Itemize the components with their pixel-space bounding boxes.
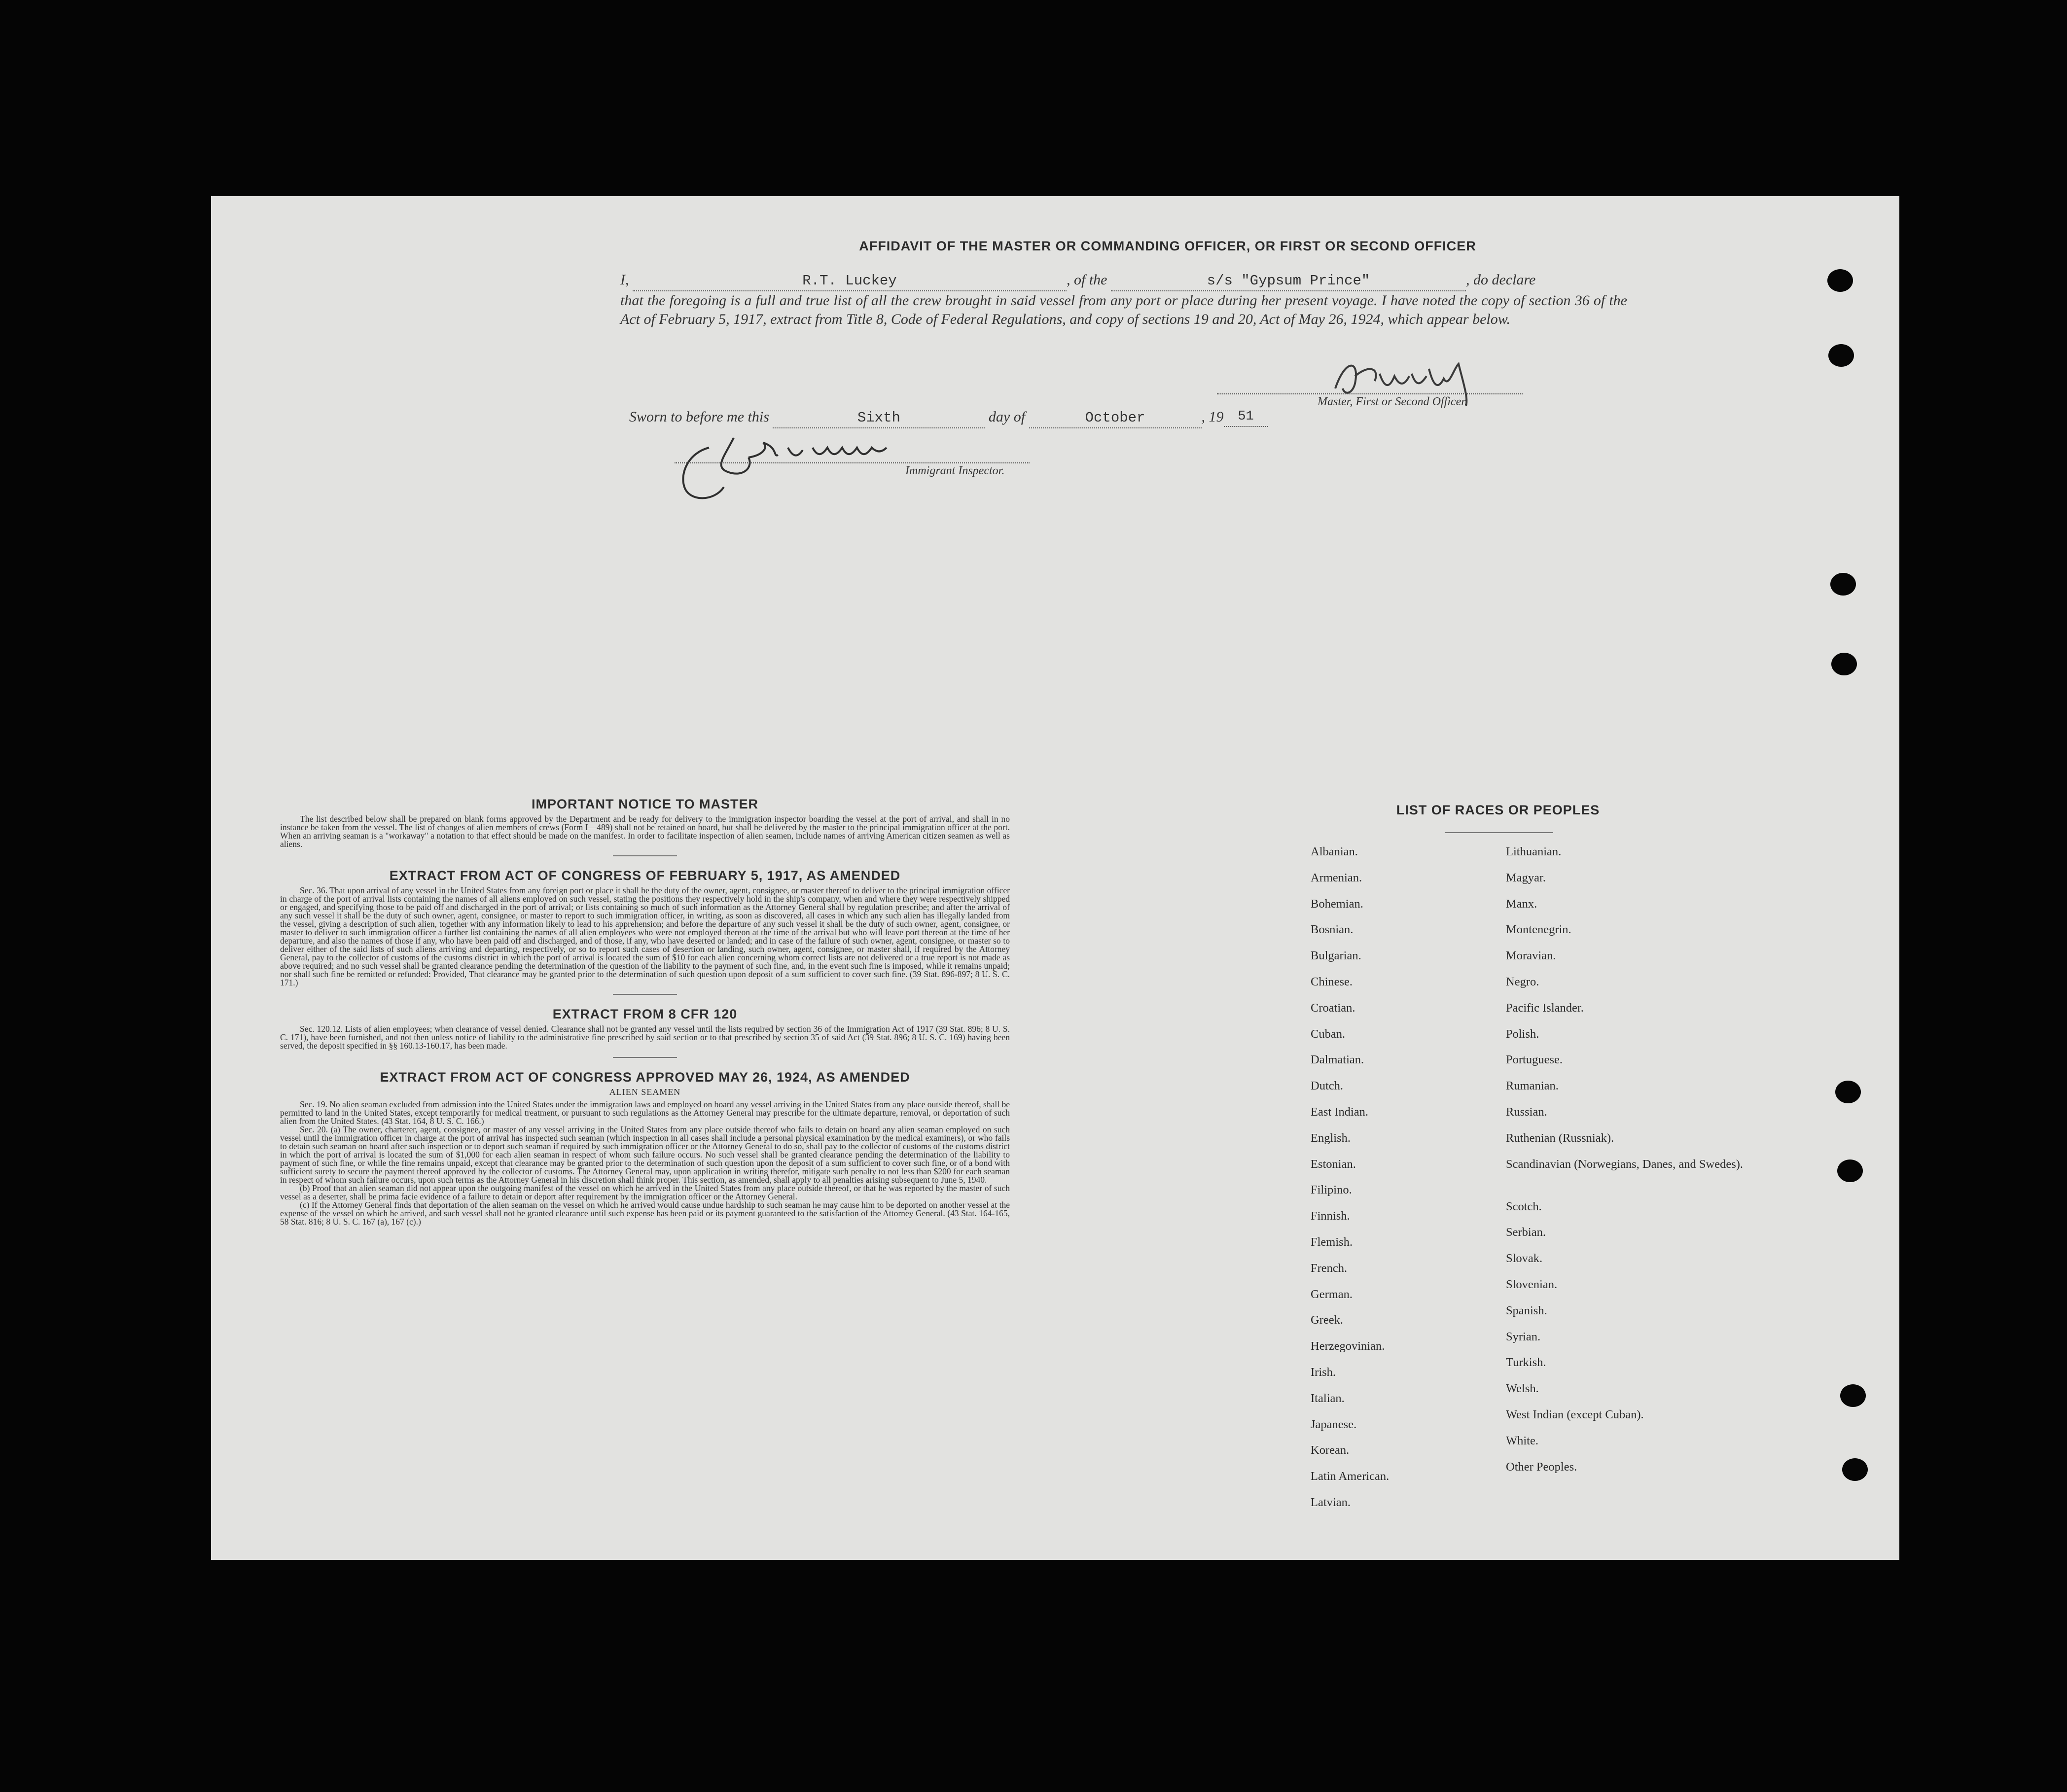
officer-name-field: R.T. Luckey [633, 272, 1067, 291]
master-signature-line [1217, 393, 1523, 394]
race-item: Welsh. [1506, 1382, 1539, 1396]
inspector-caption: Immigrant Inspector. [905, 464, 1005, 477]
race-item: Montenegrin. [1506, 923, 1571, 937]
day-of-label: day of [988, 409, 1026, 425]
year-prefix: , 19 [1201, 409, 1224, 425]
race-item: Korean. [1311, 1443, 1350, 1457]
races-right-column [1506, 845, 1744, 1486]
binder-hole [1831, 653, 1857, 675]
affidavit-section [596, 226, 1740, 329]
label-do-declare: , do declare [1466, 272, 1536, 288]
extract-cfr-title: EXTRACT FROM 8 CFR 120 [552, 1007, 738, 1021]
race-item: Dalmatian. [1311, 1053, 1364, 1067]
extract-1924-subtitle: ALIEN SEAMEN [609, 1087, 681, 1097]
race-item: Italian. [1311, 1391, 1345, 1405]
binder-hole [1830, 573, 1856, 596]
notice-text: The list described below shall be prepared on blank forms approved by the Department and be ready for delivery to the immigration inspector boarding the vessel at the port of arrival, and shall in no instance be taken from the vessel. The list of changes of alien members of crews (Form I—489) shall not be retained on board, but shall be delivered by the master to the principal immigration officer at the port. When an arriving seaman is a "workaway" a notation to that effect should be made on the manifest. In order to facilitate inspection of alien seamen, include names of arriving American citizen seamen as well as aliens. [280, 814, 1010, 849]
label-i: I, [620, 272, 629, 288]
race-item: Dutch. [1311, 1079, 1343, 1093]
race-item: Bulgarian. [1311, 949, 1361, 963]
race-item: Spanish. [1506, 1303, 1547, 1317]
race-item: Latvian. [1311, 1495, 1351, 1509]
race-item: Scotch. [1506, 1199, 1542, 1213]
label-of-the: , of the [1067, 272, 1107, 288]
section-divider [613, 994, 677, 995]
affidavit-title: AFFIDAVIT OF THE MASTER OR COMMANDING OFFICER, OR FIRST OR SECOND OFFICER [859, 239, 1476, 253]
race-item: Portuguese. [1506, 1053, 1563, 1067]
race-item: Herzegovinian. [1311, 1339, 1385, 1353]
affidavit-form-page [211, 196, 1899, 1560]
race-item: Moravian. [1506, 949, 1556, 963]
extract-1917-title: EXTRACT FROM ACT OF CONGRESS OF FEBRUARY 5, 1917, AS AMENDED [389, 868, 901, 883]
binder-hole [1828, 344, 1854, 367]
legal-extracts-column [280, 797, 1010, 1226]
race-item: Ruthenian (Russniak). [1506, 1131, 1614, 1145]
race-item: Turkish. [1506, 1356, 1546, 1370]
binder-hole [1840, 1384, 1866, 1407]
binder-hole [1827, 269, 1853, 292]
race-item: Lithuanian. [1506, 845, 1562, 858]
race-item: White. [1506, 1434, 1538, 1447]
race-item: Russian. [1506, 1105, 1547, 1119]
race-item: Bosnian. [1311, 923, 1354, 937]
race-item: Negro. [1506, 975, 1539, 988]
race-item: Finnish. [1311, 1209, 1350, 1223]
races-list-title: LIST OF RACES OR PEOPLES [1396, 803, 1600, 817]
sworn-month-field: October [1029, 409, 1202, 428]
extract-1924-sec20c: (c) If the Attorney General finds that deportation of the alien seaman on the vessel on which he arrived would cause undue hardship to such seaman he may cause him to be deported on another vessel at the expense of the vessel on which he arrived, and such vessel shall not be granted clearance until such expense has been paid or its payment guaranteed to the satisfaction of the Attorney General. (43 Stat. 164-165, 58 Stat. 816; 8 U. S. C. 167 (a), 167 (c).) [280, 1200, 1010, 1227]
race-item: Albanian. [1311, 845, 1358, 858]
race-item: Latin American. [1311, 1470, 1390, 1483]
declaration-text: that the foregoing is a full and true list of all the crew brought in said vessel from any port or place during her present voyage. I have noted the copy of section 36 of the Act of February 5, 1917, extract from Title 8, Code of Federal Regulations, and copy of sections 19 and 20, Act of May 26, 1924, which appear below. [620, 292, 1627, 327]
sworn-year-field: 51 [1224, 407, 1268, 427]
race-item: Cuban. [1311, 1027, 1346, 1041]
race-item: Polish. [1506, 1027, 1539, 1041]
declaration-block [596, 271, 1740, 329]
races-title-rule [1445, 832, 1553, 833]
race-item: Irish. [1311, 1365, 1336, 1379]
binder-hole [1842, 1458, 1868, 1481]
vessel-name-field: s/s "Gypsum Prince" [1111, 272, 1466, 291]
extract-1924-sec19: Sec. 19. No alien seaman excluded from admission into the United States under the immigration laws and employed on board any vessel arriving in the United States from any place outside thereof, shall be permitted to land in the United States, except temporarily for medical treatment, or pursuant to such regulations as the Attorney General may prescribe for the ultimate departure, removal, or deportation of such alien from the United States. (43 Stat. 164, 8 U. S. C. 166.) [280, 1099, 1010, 1126]
extract-1917-text: Sec. 36. That upon arrival of any vessel in the United States from any foreign port or place it shall be the duty of the owner, agent, consignee, or master thereof to deliver to the principal immigration officer in charge of the port of arrival lists containing the names of all aliens employed on such vessel, stating the positions they respectively hold in the ship's company, when and where they were respectively shipped or engaged, and specifying those to be paid off and discharged in the port of arrival; or lists containing so much of such information as the Attorney General shall by regulation prescribe; and after the arrival of any such vessel it shall be the duty of such owner, agent, consignee, or master to report to such immigration officer, in writing, as soon as discovered, all cases in which any such alien has illegally landed from the vessel, giving a description of such alien, together with any information likely to lead to his apprehension; and before the departure of any such vessel it shall be the duty of such owner, agent, consignee, or master to deliver to such immigration officer a further list containing the names of all alien employees who were not employed thereon at the time of the arrival but who will leave port thereon at the time of her departure, and also the names of those if any, who have been paid off and discharged, and of those, if any, who have deserted or landed; and in case of the failure of such owner, agent, consignee, or master so to deliver either of the said lists of such aliens arriving and departing, respectively, or so to report such cases of desertion or landing, such owner, agent, consignee, or master shall, if required by the Attorney General, pay to the collector of customs of the customs district in which the port of arrival is located the sum of $10 for each alien concerning whom correct lists are not delivered or a true report is not made as above required; and no such vessel shall be granted clearance pending the determination of the question of the liability to the payment of such fine, and, in the event such fine is imposed, while it remains unpaid; nor shall such fine be remitted or refunded: Provided, That clearance may be granted prior to the determination of such question upon deposit of a sum sufficient to cover such fine. (39 Stat. 896-897; 8 U. S. C. 171.) [280, 885, 1010, 987]
extract-1924-sec20b: (b) Proof that an alien seaman did not appear upon the outgoing manifest of the vessel on which he arrived in the United States from any place outside thereof, or that he was reported by the master of such vessel as a deserter, shall be prima facie evidence of a failure to detain or deport after requirement by the immigration officer or the Attorney General. [280, 1183, 1010, 1201]
section-divider [613, 855, 677, 856]
race-item: Scandinavian (Norwegians, Danes, and Swedes). [1506, 1157, 1744, 1171]
races-left-column [1311, 845, 1389, 1522]
race-item: Syrian. [1506, 1330, 1541, 1343]
race-item: Flemish. [1311, 1235, 1353, 1249]
race-item: East Indian. [1311, 1105, 1369, 1119]
notice-title: IMPORTANT NOTICE TO MASTER [532, 797, 758, 811]
race-item: Manx. [1506, 897, 1537, 911]
inspector-signature-line [675, 462, 1030, 463]
race-item: West Indian (except Cuban). [1506, 1407, 1644, 1421]
race-item: Slovak. [1506, 1252, 1543, 1265]
race-item: Rumanian. [1506, 1079, 1559, 1093]
master-caption: Master, First or Second Officer. [1318, 395, 1467, 408]
race-item: French. [1311, 1261, 1348, 1275]
race-item: Bohemian. [1311, 897, 1363, 911]
race-item: Japanese. [1311, 1417, 1357, 1431]
race-item: English. [1311, 1131, 1351, 1145]
extract-1924-title: EXTRACT FROM ACT OF CONGRESS APPROVED MAY 26, 1924, AS AMENDED [380, 1070, 910, 1085]
race-item: Serbian. [1506, 1226, 1546, 1239]
section-divider [613, 1057, 677, 1058]
race-item: Magyar. [1506, 871, 1546, 884]
race-item: Chinese. [1311, 975, 1353, 988]
race-item: German. [1311, 1287, 1353, 1301]
race-item: Pacific Islander. [1506, 1001, 1584, 1015]
extract-1924-sec20a: Sec. 20. (a) The owner, charterer, agent, consignee, or master of any vessel arriving in the United States from any place outside thereof who fails to detain on board any alien seaman employed on such vessel until the immigration officer in charge at the port of arrival has inspected such seaman (which inspection in all cases shall include a personal physical examination by the medical examiners), or who fails to detain such seaman on board after such inspection or to deport such seaman if required by such immigration officer or the Attorney General to do so, shall pay to the collector of customs of the customs district in which the port of arrival is located the sum of $1,000 for each alien seaman in respect of whom such failure occurs. No such vessel shall be granted clearance pending the determination of the liability to payment of such fine, or while the fine remains unpaid, except that clearance may be granted prior to the determination of such question upon the deposit of a sum sufficient to cover such fine, or of a bond with sufficient surety to secure the payment thereof approved by the collector of customs. The Attorney General may, upon application in writing therefor, mitigate such penalty to not less than $200 for each seaman in respect of whom such failure occurs, upon such terms as the Attorney General in his discretion shall think proper. This section, as amended, shall apply to all penalties arising subsequent to June 5, 1940. [280, 1124, 1010, 1185]
binder-hole [1837, 1160, 1863, 1182]
race-item: Armenian. [1311, 871, 1362, 884]
declaration-first-line [620, 271, 1740, 291]
extract-cfr-text: Sec. 120.12. Lists of alien employees; when clearance of vessel denied. Clearance shall not be granted any vessel until the lists required by section 36 of the Immigration Act of 1917 (39 Stat. 896; 8 U. S. C. 171), have been furnished, and not then unless notice of liability to the administrative fine prescribed by said section or to that prescribed by section 35 of said Act (39 Stat. 896; 8 U. S. C. 169) having been served, the deposit specified in §§ 160.13-160.17, has been made. [280, 1024, 1010, 1051]
race-item: Estonian. [1311, 1157, 1356, 1171]
sworn-label: Sworn to before me this [629, 409, 769, 425]
race-item: Croatian. [1311, 1001, 1355, 1015]
race-item: Greek. [1311, 1313, 1343, 1327]
binder-hole [1835, 1081, 1861, 1103]
race-item: Filipino. [1311, 1183, 1352, 1197]
sworn-line [629, 407, 1268, 428]
inspector-signature [670, 428, 926, 512]
race-item: Other Peoples. [1506, 1460, 1577, 1474]
sworn-day-field: Sixth [773, 409, 985, 428]
race-item: Slovenian. [1506, 1277, 1558, 1291]
